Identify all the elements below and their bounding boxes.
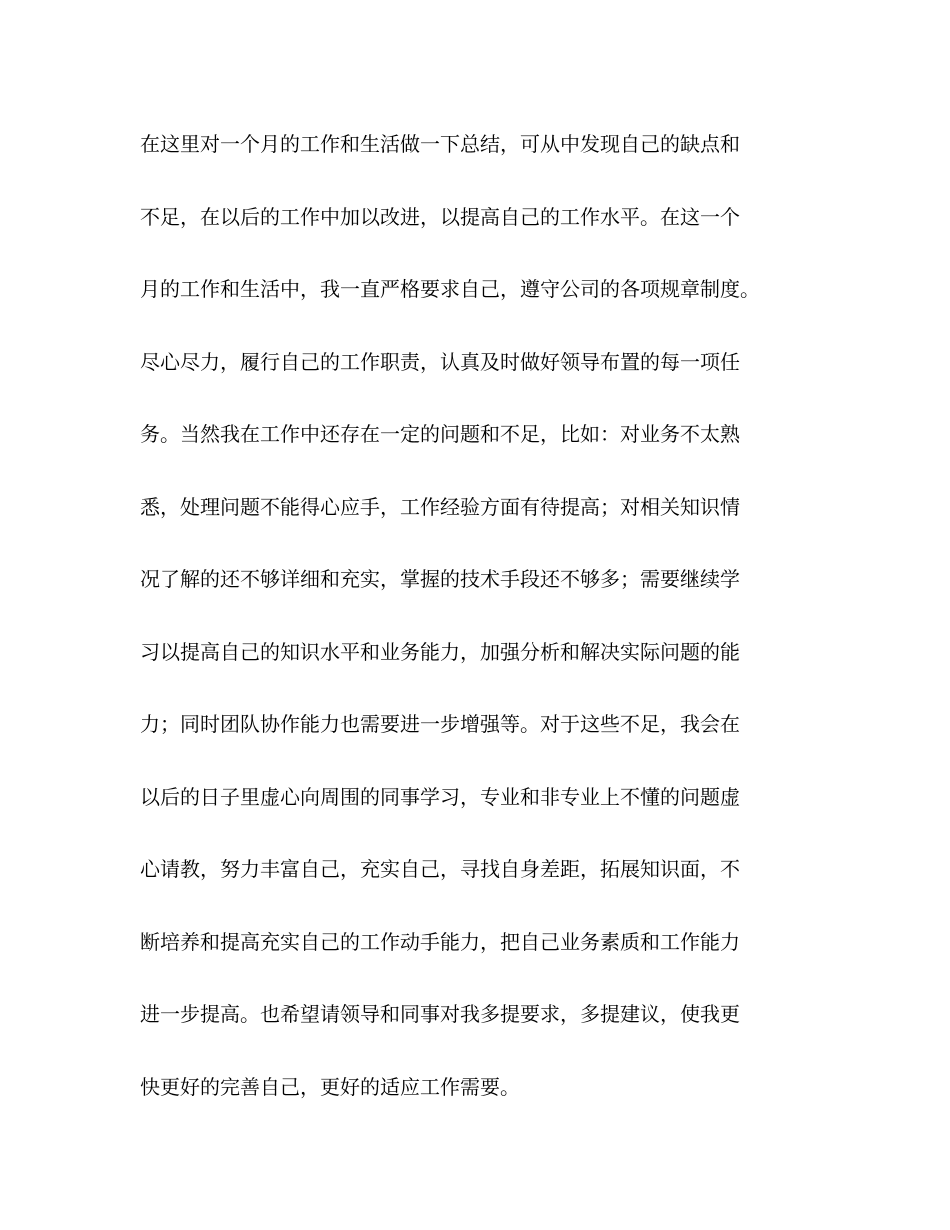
text-line: 不足，在以后的工作中加以改进，以提高自己的工作水平。在这一个 xyxy=(140,204,740,229)
text-line: 悉，处理问题不能得心应手，工作经验方面有待提高；对相关知识情 xyxy=(140,494,740,519)
text-line: 月的工作和生活中，我一直严格要求自己，遵守公司的各项规章制度。 xyxy=(140,277,760,301)
text-line: 习以提高自己的知识水平和业务能力，加强分析和解决实际问题的能 xyxy=(140,639,740,664)
text-line: 快更好的完善自己，更好的适应工作需要。 xyxy=(140,1074,520,1099)
text-line: 尽心尽力，履行自己的工作职责，认真及时做好领导布置的每一项任 xyxy=(140,349,740,374)
body-paragraph xyxy=(140,118,820,1133)
text-line: 务。当然我在工作中还存在一定的问题和不足，比如：对业务不太熟 xyxy=(140,422,740,446)
text-line: 力；同时团队协作能力也需要进一步增强等。对于这些不足，我会在 xyxy=(140,712,740,736)
text-line: 以后的日子里虚心向周围的同事学习，专业和非专业上不懂的问题虚 xyxy=(140,784,740,809)
text-line: 在这里对一个月的工作和生活做一下总结，可从中发现自己的缺点和 xyxy=(140,132,740,156)
text-line: 心请教，努力丰富自己，充实自己，寻找自身差距，拓展知识面，不 xyxy=(140,857,740,881)
text-line: 况了解的还不够详细和充实，掌握的技术手段还不够多；需要继续学 xyxy=(140,567,740,591)
text-line: 进一步提高。也希望请领导和同事对我多提要求，多提建议，使我更 xyxy=(140,1002,740,1026)
text-line: 断培养和提高充实自己的工作动手能力，把自己业务素质和工作能力 xyxy=(140,929,740,954)
